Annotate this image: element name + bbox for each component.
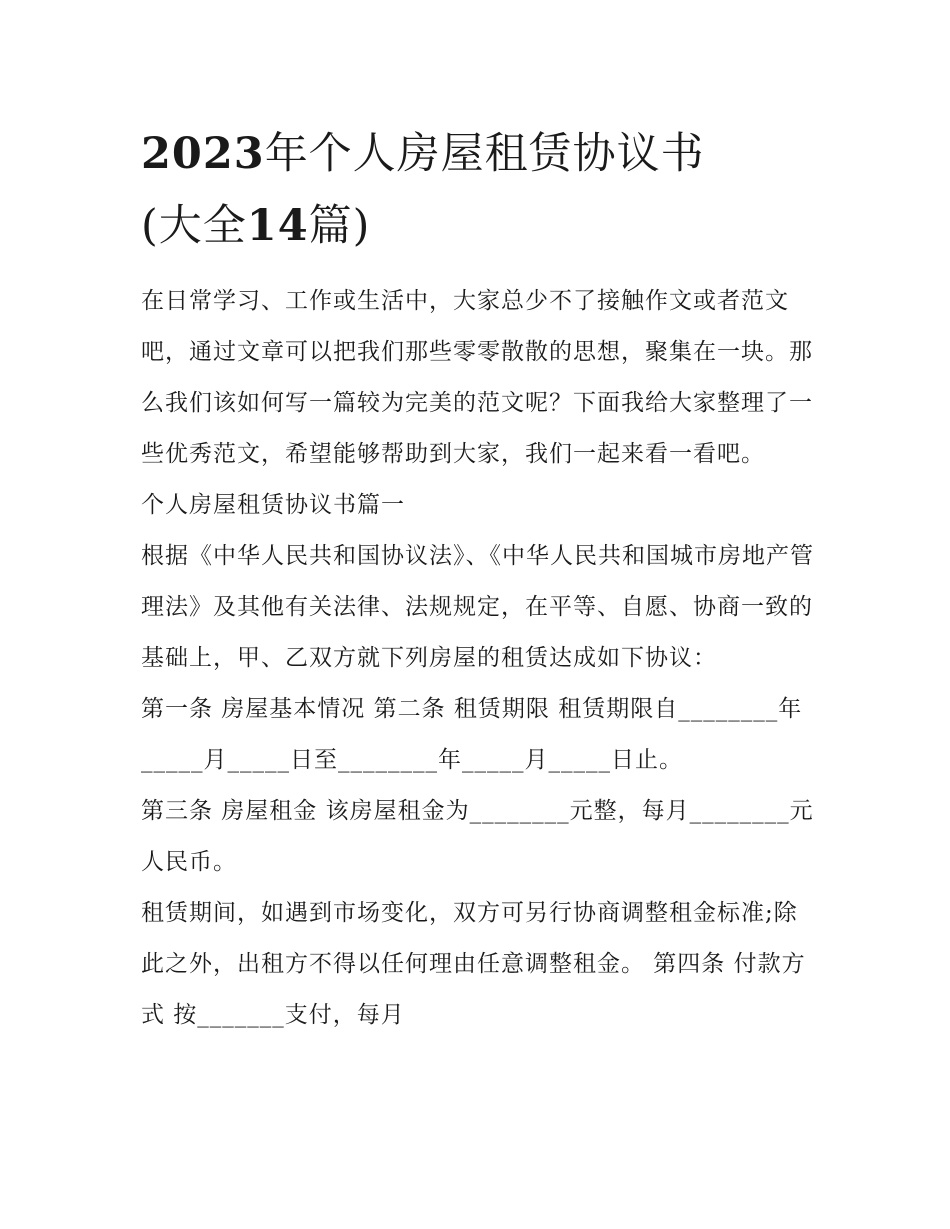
body-paragraph: 根据《中华人民共和国协议法》、《中华人民共和国城市房地产管理法》及其他有关法律、法规规定，在平等、自愿、协商一致的基础上，甲、乙双方就下列房屋的租赁达成如下协议： bbox=[141, 543, 814, 671]
title-text: 年个人房屋租赁协议书 bbox=[264, 129, 705, 179]
title-close: 篇) bbox=[308, 201, 371, 251]
body-paragraph: 第一条 房屋基本情况 第二条 租赁期限 租赁期限自________年_____月_____日至________年_____月_____日止。 bbox=[141, 696, 803, 773]
intro-paragraph: 在日常学习、工作或生活中，大家总少不了接触作文或者范文吧，通过文章可以把我们那些零零散散的思想，聚集在一块。那么我们该如何写一篇较为完美的范文呢？下面我给大家整理了一些优秀范文，希望能够帮助到大家，我们一起来看一看吧。 bbox=[141, 288, 813, 467]
title-open: (大全 bbox=[141, 201, 247, 251]
document-page bbox=[141, 118, 821, 1041]
title-year: 2023 bbox=[141, 129, 265, 179]
body-paragraph: 租赁期间，如遇到市场变化，双方可另行协商调整租金标准;除此之外，出租方不得以任何理由任意调整租金。 第四条 付款方式 按_______支付，每月 bbox=[141, 900, 806, 1028]
document-title bbox=[141, 118, 821, 262]
title-count: 14 bbox=[246, 201, 309, 251]
section-heading: 个人房屋租赁协议书篇一 bbox=[141, 492, 405, 518]
body-paragraph: 第三条 房屋租金 该房屋租金为________元整，每月________元人民币。 bbox=[141, 798, 814, 875]
